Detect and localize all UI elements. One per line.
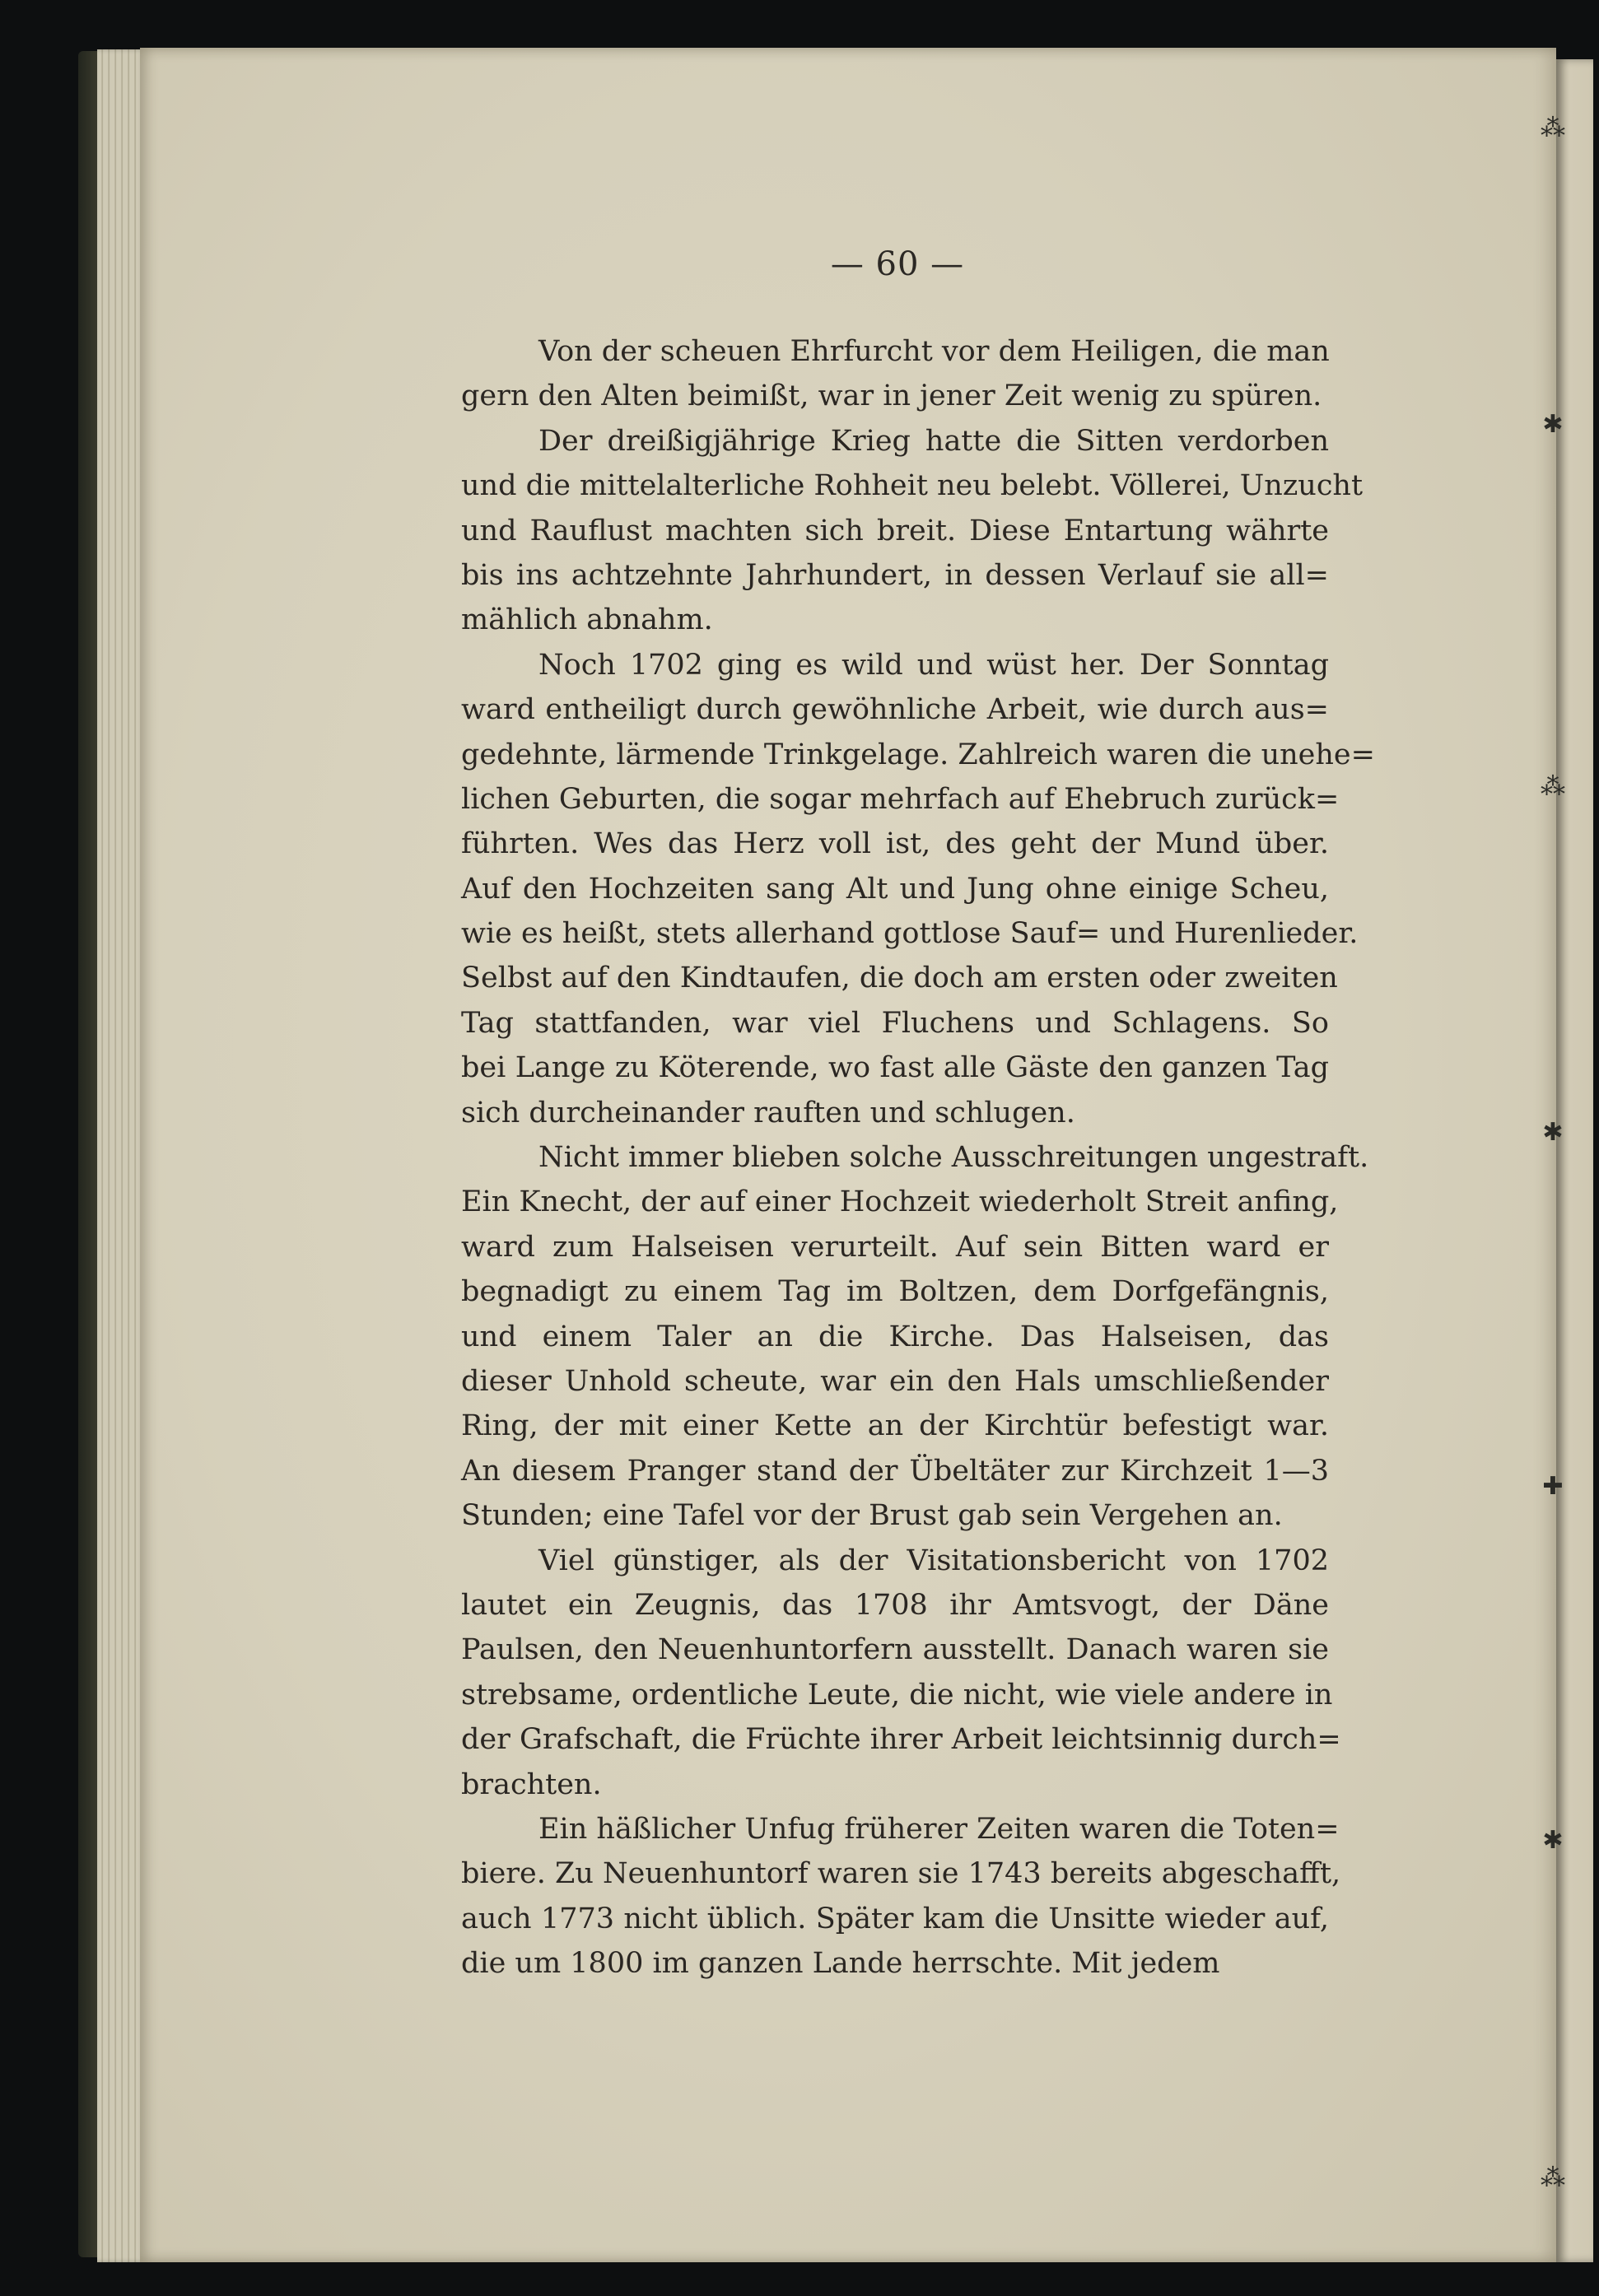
paragraph xyxy=(461,1807,1341,1986)
facing-page-edge xyxy=(1556,59,1593,2262)
stitch-mark-icon: ⁂ xyxy=(1541,2163,1565,2192)
text-line: bis ins achtzehnte Jahrhundert, in dessen Verlauf sie all= xyxy=(461,558,1329,592)
paragraph xyxy=(461,419,1364,643)
text-line: und Rauflust machten sich breit. Diese Entartung währte xyxy=(461,514,1329,547)
text-line: bei Lange zu Köterende, wo fast alle Gäste den ganzen Tag xyxy=(461,1051,1329,1085)
page-stack-edge xyxy=(97,49,145,2262)
stitch-mark-icon: ✱ xyxy=(1542,1826,1564,1855)
text-line: mählich abnahm. xyxy=(461,603,713,637)
text-line: der Grafschaft, die Früchte ihrer Arbeit leichtsinnig durch= xyxy=(461,1723,1341,1757)
paragraph xyxy=(461,643,1375,1135)
text-line: begnadigt zu einem Tag im Boltzen, dem Dorfgefängnis, xyxy=(461,1275,1329,1309)
stitch-mark-icon: ✱ xyxy=(1542,1118,1564,1147)
text-line: lautet ein Zeugnis, das 1708 ihr Amtsvogt, der Däne xyxy=(461,1588,1329,1622)
text-line: Tag stattfanden, war viel Fluchens und Schlagens. So xyxy=(461,1006,1329,1040)
paragraph xyxy=(461,1135,1369,1539)
text-line: Ein Knecht, der auf einer Hochzeit wiederholt Streit anfing, xyxy=(461,1185,1339,1219)
text-line: lichen Geburten, die sogar mehrfach auf Ehebruch zurück= xyxy=(461,782,1340,816)
text-line: führten. Wes das Herz voll ist, des geht der Mund über. xyxy=(461,827,1329,861)
text-line: gern den Alten beimißt, war in jener Zeit wenig zu spüren. xyxy=(461,380,1322,413)
stitch-mark-icon: ✱ xyxy=(1542,410,1564,439)
text-line: dieser Unhold scheute, war ein den Hals umschließender xyxy=(461,1364,1329,1398)
text-line: Viel günstiger, als der Visitationsbericht von 1702 xyxy=(538,1544,1329,1577)
text-line: Von der scheuen Ehrfurcht vor dem Heiligen, die man xyxy=(538,335,1330,368)
text-line: auch 1773 nicht üblich. Später kam die Unsitte wieder auf, xyxy=(461,1902,1329,1935)
text-line: Stunden; eine Tafel vor der Brust gab sein Vergehen an. xyxy=(461,1499,1283,1533)
stitch-mark-icon: ⁂ xyxy=(1541,772,1565,801)
text-line: Selbst auf den Kindtaufen, die doch am ersten oder zweiten xyxy=(461,962,1338,995)
text-line: Nicht immer blieben solche Ausschreitungen ungestraft. xyxy=(538,1141,1369,1175)
text-line: Der dreißigjährige Krieg hatte die Sitten verdorben xyxy=(538,424,1329,458)
text-line: Ein häßlicher Unfug früherer Zeiten waren die Toten= xyxy=(538,1812,1340,1846)
text-line: biere. Zu Neuenhuntorf waren sie 1743 bereits abgeschafft, xyxy=(461,1857,1341,1891)
text-line: und die mittelalterliche Rohheit neu belebt. Völlerei, Unzucht xyxy=(461,469,1364,503)
body-text xyxy=(461,329,1375,1986)
paragraph xyxy=(461,1539,1341,1807)
paragraph xyxy=(461,329,1329,419)
stitch-mark-icon: ✚ xyxy=(1542,1472,1564,1501)
text-line: gedehnte, lärmende Trinkgelage. Zahlreich waren die unehe= xyxy=(461,738,1375,771)
stitch-mark-icon: ⁂ xyxy=(1541,114,1565,142)
text-line: sich durcheinander rauften und schlugen. xyxy=(461,1096,1075,1129)
text-line: strebsame, ordentliche Leute, die nicht, wie viele andere in xyxy=(461,1678,1333,1712)
text-line: Noch 1702 ging es wild und wüst her. Der Sonntag xyxy=(538,648,1329,682)
text-line: ward zum Halseisen verurteilt. Auf sein Bitten ward er xyxy=(461,1230,1329,1264)
text-line: Paulsen, den Neuenhuntorfern ausstellt. Danach waren sie xyxy=(461,1633,1329,1667)
text-line: die um 1800 im ganzen Lande herrschte. Mit jedem xyxy=(461,1947,1220,1981)
text-line: ward entheiligt durch gewöhnliche Arbeit, wie durch aus= xyxy=(461,693,1329,727)
text-line: Auf den Hochzeiten sang Alt und Jung ohne einige Scheu, xyxy=(461,872,1329,906)
text-line: wie es heißt, stets allerhand gottlose Sauf= und Hurenlieder. xyxy=(461,917,1359,951)
text-line: und einem Taler an die Kirche. Das Halseisen, das xyxy=(461,1320,1329,1353)
text-line: An diesem Pranger stand der Übeltäter zur Kirchzeit 1—3 xyxy=(461,1454,1329,1488)
page-number: — 60 — xyxy=(830,245,965,283)
text-line: Ring, der mit einer Kette an der Kirchtür befestigt war. xyxy=(461,1409,1329,1443)
text-line: brachten. xyxy=(461,1767,602,1801)
